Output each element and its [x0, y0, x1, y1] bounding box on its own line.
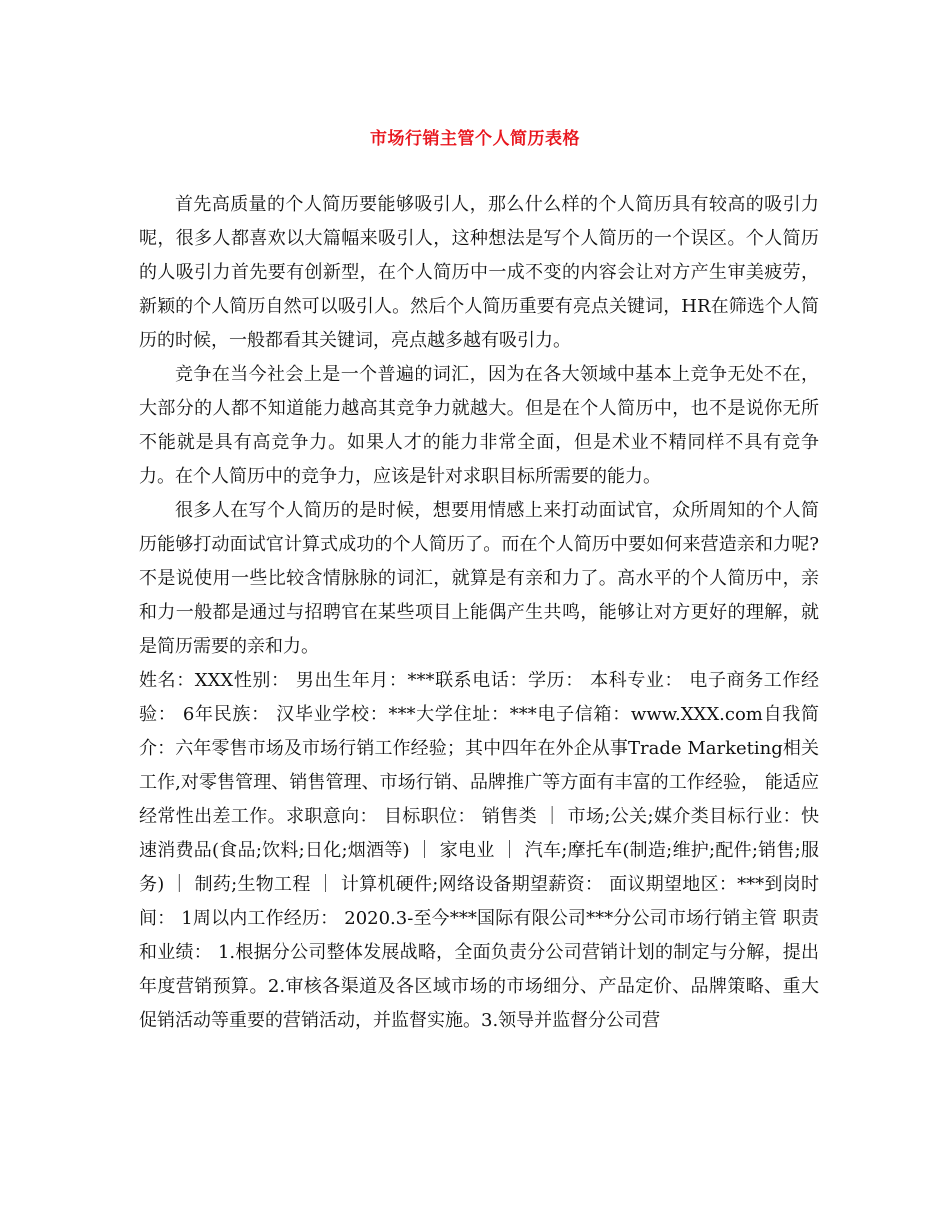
paragraph-affinity: 很多人在写个人简历的是时候，想要用情感上来打动面试官，众所周知的个人简历能够打动面试官计算式成功的个人简历了。而在个人简历中要如何来营造亲和力呢?不是说使用一些比较含情脉脉的词汇，就算是有亲和力了。高水平的个人简历中，亲和力一般都是通过与招聘官在某些项目上能偶产生共鸣，能够让对方更好的理解，就是简历需要的亲和力。 — [139, 500, 819, 657]
document-body — [139, 188, 819, 1038]
document-title: 市场行销主管个人简历表格 — [370, 129, 580, 149]
paragraph-attractiveness: 首先高质量的个人简历要能够吸引人，那么什么样的个人简历具有较高的吸引力呢，很多人都喜欢以大篇幅来吸引人，这种想法是写个人简历的一个误区。个人简历的人吸引力首先要有创新型，在个人简历中一成不变的内容会让对方产生审美疲劳，新颖的个人简历自然可以吸引人。然后个人简历重要有亮点关键词，HR在筛选个人简历的时候，一般都看其关键词，亮点越多越有吸引力。 — [139, 194, 819, 351]
resume-details: 姓名：XXX性别： 男出生年月：***联系电话：学历： 本科专业： 电子商务工作经验： 6年民族： 汉毕业学校：***大学住址：***电子信箱：www.XXX.com自我简介：六年零售市场及市场行销工作经验；其中四年在外企从事Trade Marketing相关工作,对零售管理、销售管理、市场行销、品牌推广等方面有丰富的工作经验， 能适应经常性出差工作。求职意向： 目标职位： 销售类 ｜ 市场;公关;媒介类目标行业：快速消费品(食品;饮料;日化;烟酒等) ｜ 家电业 ｜ 汽车;摩托车(制造;维护;配件;销售;服务) ｜ 制药;生物工程 ｜ 计算机硬件;网络设备期望薪资： 面议期望地区：***到岗时间： 1周以内工作经历： 2020.3-至今***国际有限公司***分公司市场行销主管 职责和业绩： 1.根据分公司整体发展战略，全面负责分公司营销计划的制定与分解，提出年度营销预算。2.审核各渠道及各区域市场的市场细分、产品定价、品牌策略、重大促销活动等重要的营销活动，并监督实施。3.领导并监督分公司营 — [139, 670, 819, 1031]
paragraph-competitiveness: 竞争在当今社会上是一个普遍的词汇，因为在各大领域中基本上竞争无处不在，大部分的人都不知道能力越高其竞争力就越大。但是在个人简历中，也不是说你无所不能就是具有高竞争力。如果人才的能力非常全面，但是术业不精同样不具有竞争力。在个人简历中的竞争力，应该是针对求职目标所需要的能力。 — [139, 364, 819, 487]
